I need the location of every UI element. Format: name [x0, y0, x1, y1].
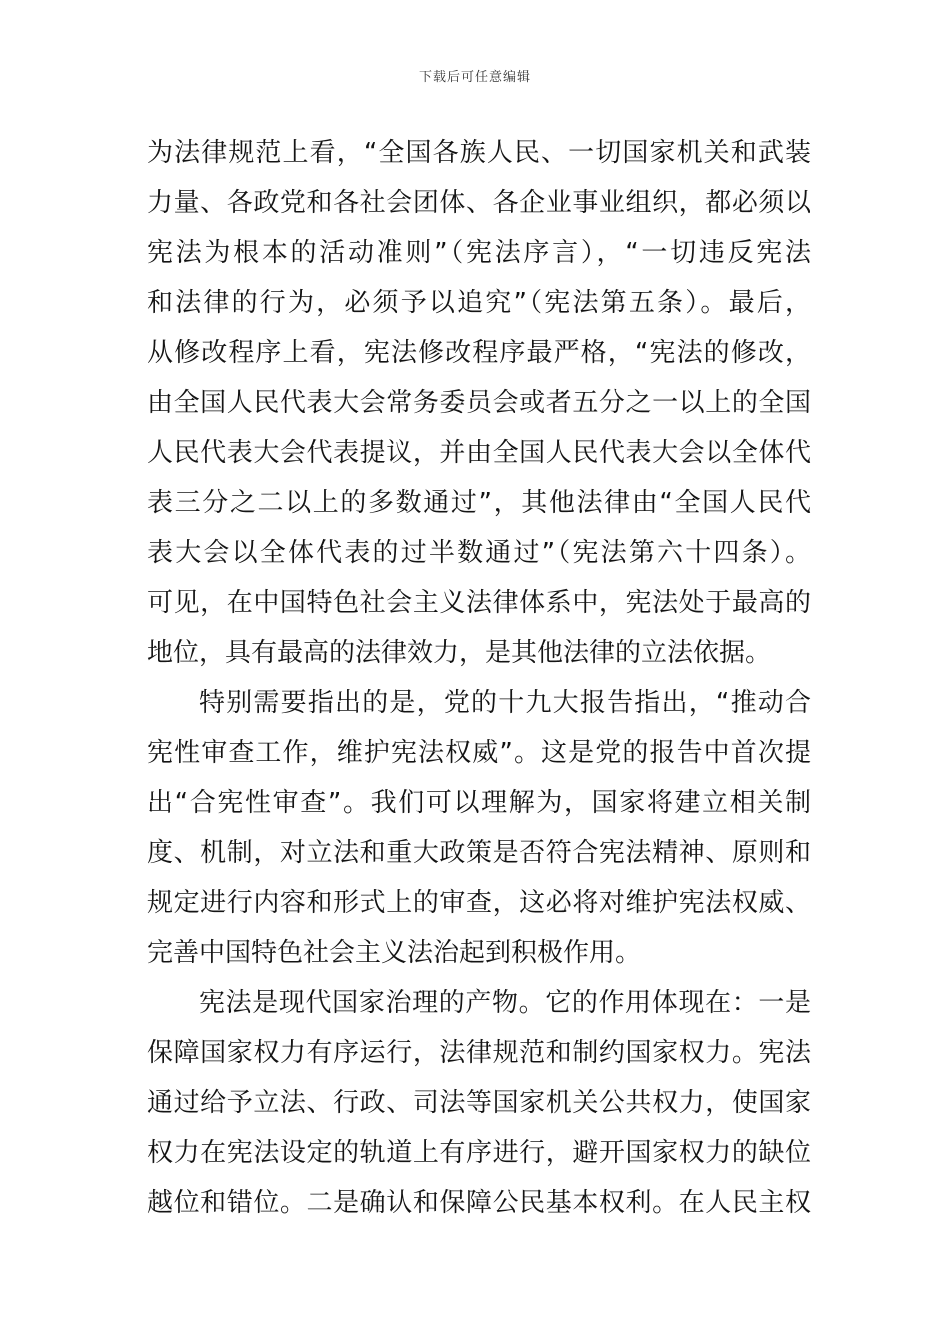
text-line: 度、机制，对立法和重大政策是否符合宪法精神、原则和 — [147, 838, 811, 868]
text-line: 为法律规范上看，“全国各族人民、一切国家机关和武装 — [147, 138, 811, 168]
text-line: 规定进行内容和形式上的审查，这必将对维护宪法权威、 — [147, 888, 811, 918]
text-line: 出“合宪性审查”。我们可以理解为，国家将建立相关制 — [147, 788, 811, 818]
text-line: 力量、各政党和各社会团体、各企业事业组织，都必须以 — [147, 188, 811, 218]
text-line: 保障国家权力有序运行，法律规范和制约国家权力。宪法 — [147, 1038, 811, 1068]
text-line: 通过给予立法、行政、司法等国家机关公共权力，使国家 — [147, 1088, 811, 1118]
text-line: 表三分之二以上的多数通过”，其他法律由“全国人民代 — [147, 488, 811, 518]
text-line: 表大会以全体代表的过半数通过”（宪法第六十四条）。 — [147, 538, 811, 568]
paragraph-start-line: 宪法是现代国家治理的产物。它的作用体现在：一是 — [199, 988, 811, 1018]
text-line: 权力在宪法设定的轨道上有序进行，避开国家权力的缺位 — [147, 1138, 811, 1168]
text-line: 可见，在中国特色社会主义法律体系中，宪法处于最高的 — [147, 588, 811, 618]
paragraph-end-line: 地位，具有最高的法律效力，是其他法律的立法依据。 — [147, 638, 772, 668]
body-text — [147, 128, 811, 1228]
text-line: 由全国人民代表大会常务委员会或者五分之一以上的全国 — [147, 388, 811, 418]
text-line: 宪性审查工作，维护宪法权威”。这是党的报告中首次提 — [147, 738, 811, 768]
text-line: 越位和错位。二是确认和保障公民基本权利。在人民主权 — [147, 1188, 811, 1218]
paragraph-start-line: 特别需要指出的是，党的十九大报告指出，“推动合 — [199, 688, 811, 718]
text-line: 和法律的行为，必须予以追究”（宪法第五条）。最后， — [147, 288, 811, 318]
page-header: 下载后可任意编辑 — [418, 70, 531, 85]
text-line: 人民代表大会代表提议，并由全国人民代表大会以全体代 — [147, 438, 811, 468]
text-line: 从修改程序上看，宪法修改程序最严格，“宪法的修改， — [147, 338, 811, 368]
text-line: 宪法为根本的活动准则”（宪法序言），“一切违反宪法 — [147, 238, 811, 268]
paragraph-end-line: 完善中国特色社会主义法治起到积极作用。 — [147, 938, 642, 968]
